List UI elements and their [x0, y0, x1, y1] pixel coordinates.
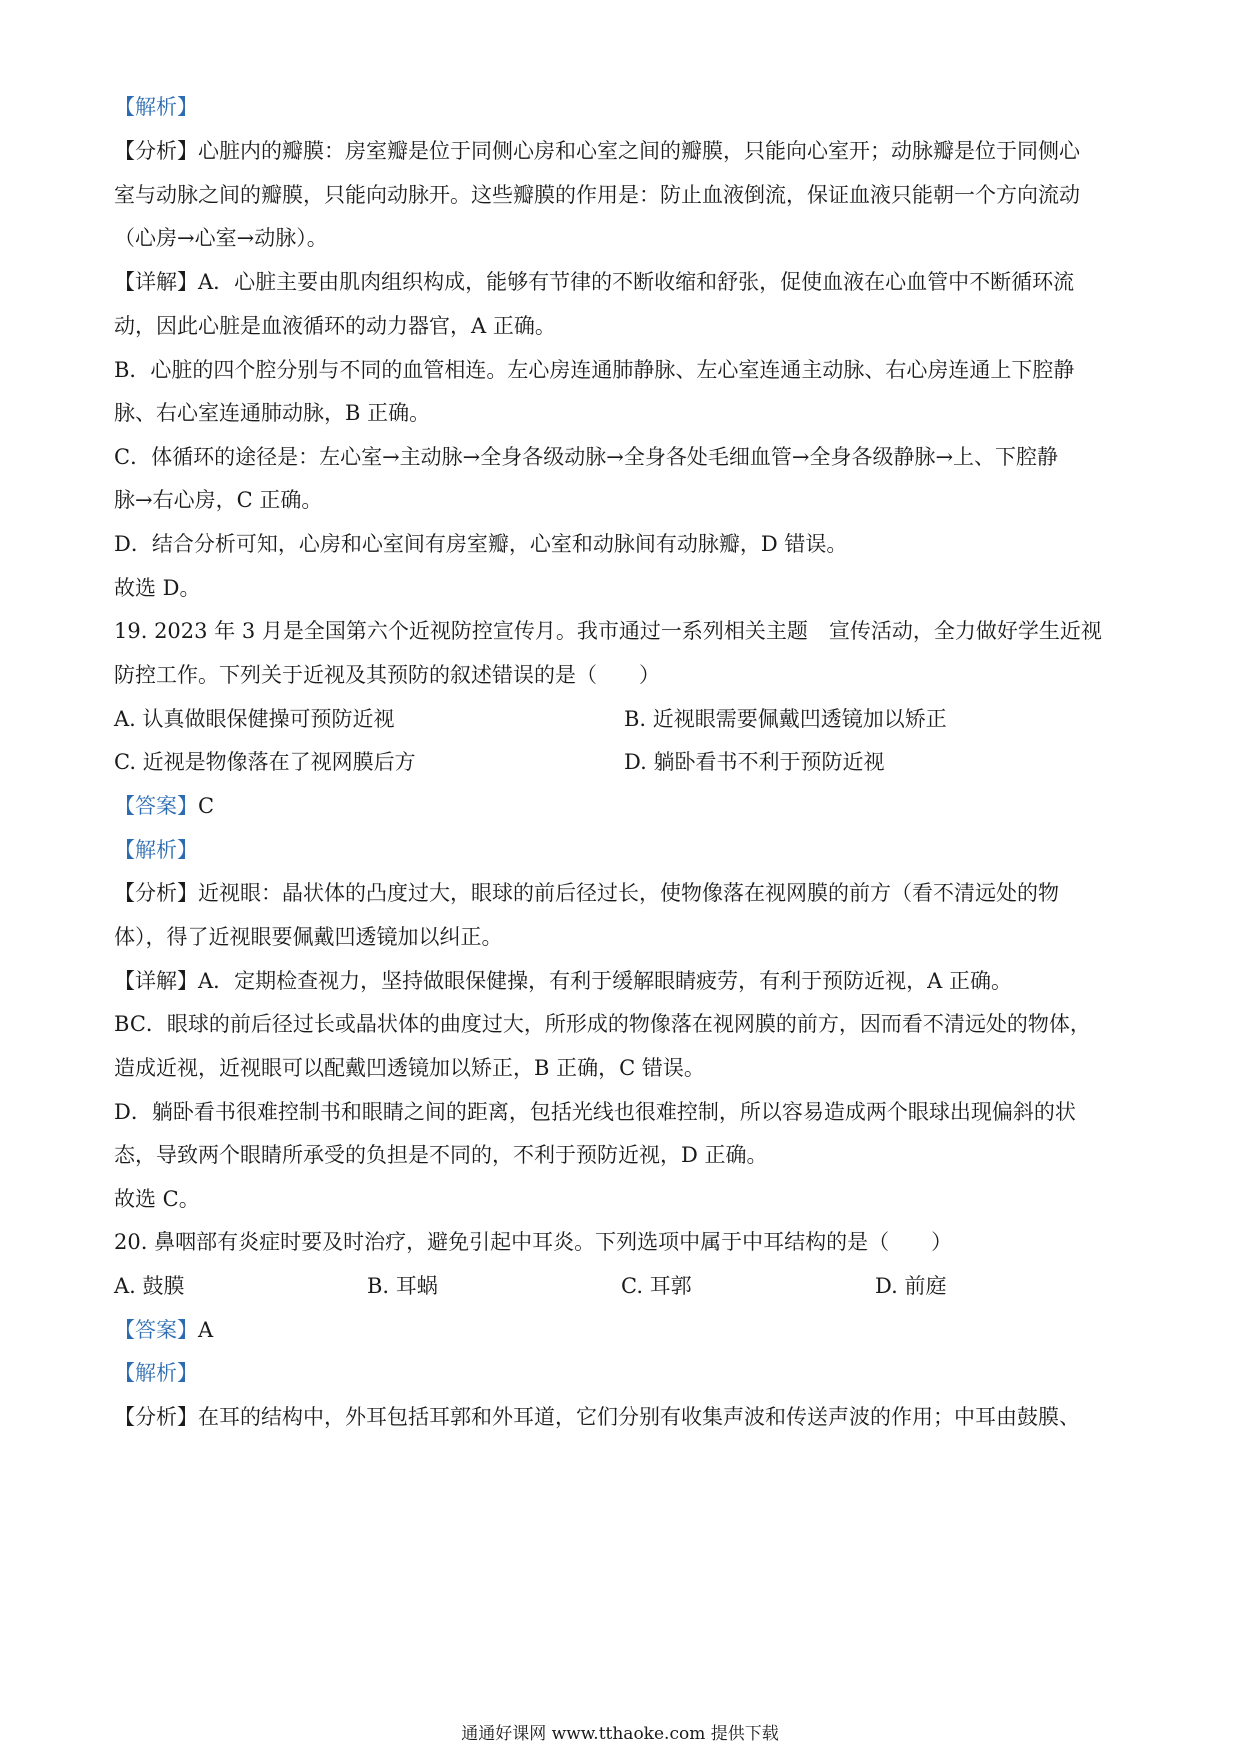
text-line: 造成近视，近视眼可以配戴凹透镜加以矫正，B 正确，C 错误。	[114, 1056, 705, 1080]
section-tag: 【详解】	[114, 969, 198, 993]
section-tag: 【分析】	[114, 1405, 198, 1429]
q20-option-a: A. 鼓膜	[114, 1274, 185, 1298]
text-line: 脉→右心房，C 正确。	[114, 488, 323, 512]
block-5	[114, 311, 1134, 341]
block-1	[114, 136, 1134, 166]
block2-3	[114, 922, 1134, 952]
block-2	[114, 180, 1134, 210]
question-19	[114, 616, 1134, 646]
analysis-19	[114, 835, 1134, 865]
text-line: BC．眼球的前后径过长或晶状体的曲度过大，所形成的物像落在视网膜的前方，因而看不清远处的物体，	[114, 1012, 1091, 1036]
text-line: C．体循环的途径是：左心室→主动脉→全身各级动脉→全身各处毛细血管→全身各级静脉→上、下腔静	[114, 445, 1059, 469]
text-line: 脉、右心室连通肺动脉，B 正确。	[114, 401, 431, 425]
block-4	[114, 267, 1134, 297]
text-line: 动，因此心脏是血液循环的动力器官，A 正确。	[114, 314, 556, 338]
block-3	[114, 223, 1134, 253]
text-line: 近视眼：晶状体的凸度过大，眼球的前后径过长，使物像落在视网膜的前方（看不清远处的物	[198, 881, 1059, 905]
block3-2	[114, 1402, 1134, 1432]
q19-option-c: C. 近视是物像落在了视网膜后方	[114, 750, 416, 774]
footer-watermark: 通通好课网 www.tthaoke.com 提供下载	[461, 1724, 779, 1744]
q19-option-d: D. 躺卧看书不利于预防近视	[624, 750, 885, 774]
analysis-20	[114, 1358, 1134, 1388]
question-text: 20. 鼻咽部有炎症时要及时治疗，避免引起中耳炎。下列选项中属于中耳结构的是（ ）	[114, 1230, 953, 1254]
text-line: 在耳的结构中，外耳包括耳郭和外耳道，它们分别有收集声波和传送声波的作用；中耳由鼓膜、	[198, 1405, 1080, 1429]
section-tag: 【详解】	[114, 270, 198, 294]
block-0	[114, 92, 1134, 122]
q20-option-d: D. 前庭	[875, 1274, 947, 1298]
block-9	[114, 485, 1134, 515]
block2-5	[114, 1009, 1134, 1039]
section-tag: 【分析】	[114, 139, 198, 163]
q19-option-b: B. 近视眼需要佩戴凹透镜加以矫正	[624, 707, 947, 731]
block2-9	[114, 1184, 1134, 1214]
block-11	[114, 573, 1134, 603]
answer-value: C	[198, 794, 215, 818]
question-19-cont	[114, 660, 1134, 690]
block2-2	[114, 878, 1134, 908]
section-tag: 【解析】	[114, 838, 198, 862]
answer-20	[114, 1315, 1134, 1345]
text-line: （心房→心室→动脉）。	[114, 226, 328, 250]
q20-option-b: B. 耳蜗	[367, 1274, 438, 1298]
section-tag: 【解析】	[114, 1361, 198, 1385]
block2-6	[114, 1053, 1134, 1083]
text-line: 故选 C。	[114, 1187, 200, 1211]
section-tag: 【答案】	[114, 794, 198, 818]
block2-8	[114, 1140, 1134, 1170]
q20-option-c: C. 耳郭	[621, 1274, 692, 1298]
text-line: 体），得了近视眼要佩戴凹透镜加以纠正。	[114, 925, 503, 949]
block-8	[114, 442, 1134, 472]
q19-option-a: A. 认真做眼保健操可预防近视	[114, 707, 395, 731]
question-text: 19. 2023 年 3 月是全国第六个近视防控宣传月。我市通过一系列相关主题 宣传活动，全力做好学生近视	[114, 619, 1102, 643]
block2-4	[114, 966, 1134, 996]
text-line: A．定期检查视力，坚持做眼保健操，有利于缓解眼睛疲劳，有利于预防近视，A 正确。	[198, 969, 1013, 993]
block-7	[114, 398, 1134, 428]
section-tag: 【答案】	[114, 1318, 198, 1342]
text-line: 室与动脉之间的瓣膜，只能向动脉开。这些瓣膜的作用是：防止血液倒流，保证血液只能朝一个方向流动	[114, 183, 1080, 207]
block2-7	[114, 1097, 1134, 1127]
text-line: B．心脏的四个腔分别与不同的血管相连。左心房连通肺静脉、左心室连通主动脉、右心房连通上下腔静	[114, 358, 1075, 382]
text-line: D．结合分析可知，心房和心室间有房室瓣，心室和动脉间有动脉瓣，D 错误。	[114, 532, 848, 556]
question-20	[114, 1227, 1134, 1257]
section-tag: 【解析】	[114, 95, 198, 119]
text-line: 态，导致两个眼睛所承受的负担是不同的，不利于预防近视，D 正确。	[114, 1143, 768, 1167]
block-10	[114, 529, 1134, 559]
text-line: D．躺卧看书很难控制书和眼睛之间的距离，包括光线也很难控制，所以容易造成两个眼球出现偏斜的状	[114, 1100, 1076, 1124]
text-line: 心脏内的瓣膜：房室瓣是位于同侧心房和心室之间的瓣膜，只能向心室开；动脉瓣是位于同侧心	[198, 139, 1080, 163]
text-line: 故选 D。	[114, 576, 201, 600]
section-tag: 【分析】	[114, 881, 198, 905]
answer-19	[114, 791, 1134, 821]
question-text: 防控工作。下列关于近视及其预防的叙述错误的是（ ）	[114, 663, 660, 687]
text-line: A．心脏主要由肌肉组织构成，能够有节律的不断收缩和舒张，促使血液在心血管中不断循环流	[198, 270, 1075, 294]
block-6	[114, 355, 1134, 385]
answer-value: A	[198, 1318, 214, 1342]
